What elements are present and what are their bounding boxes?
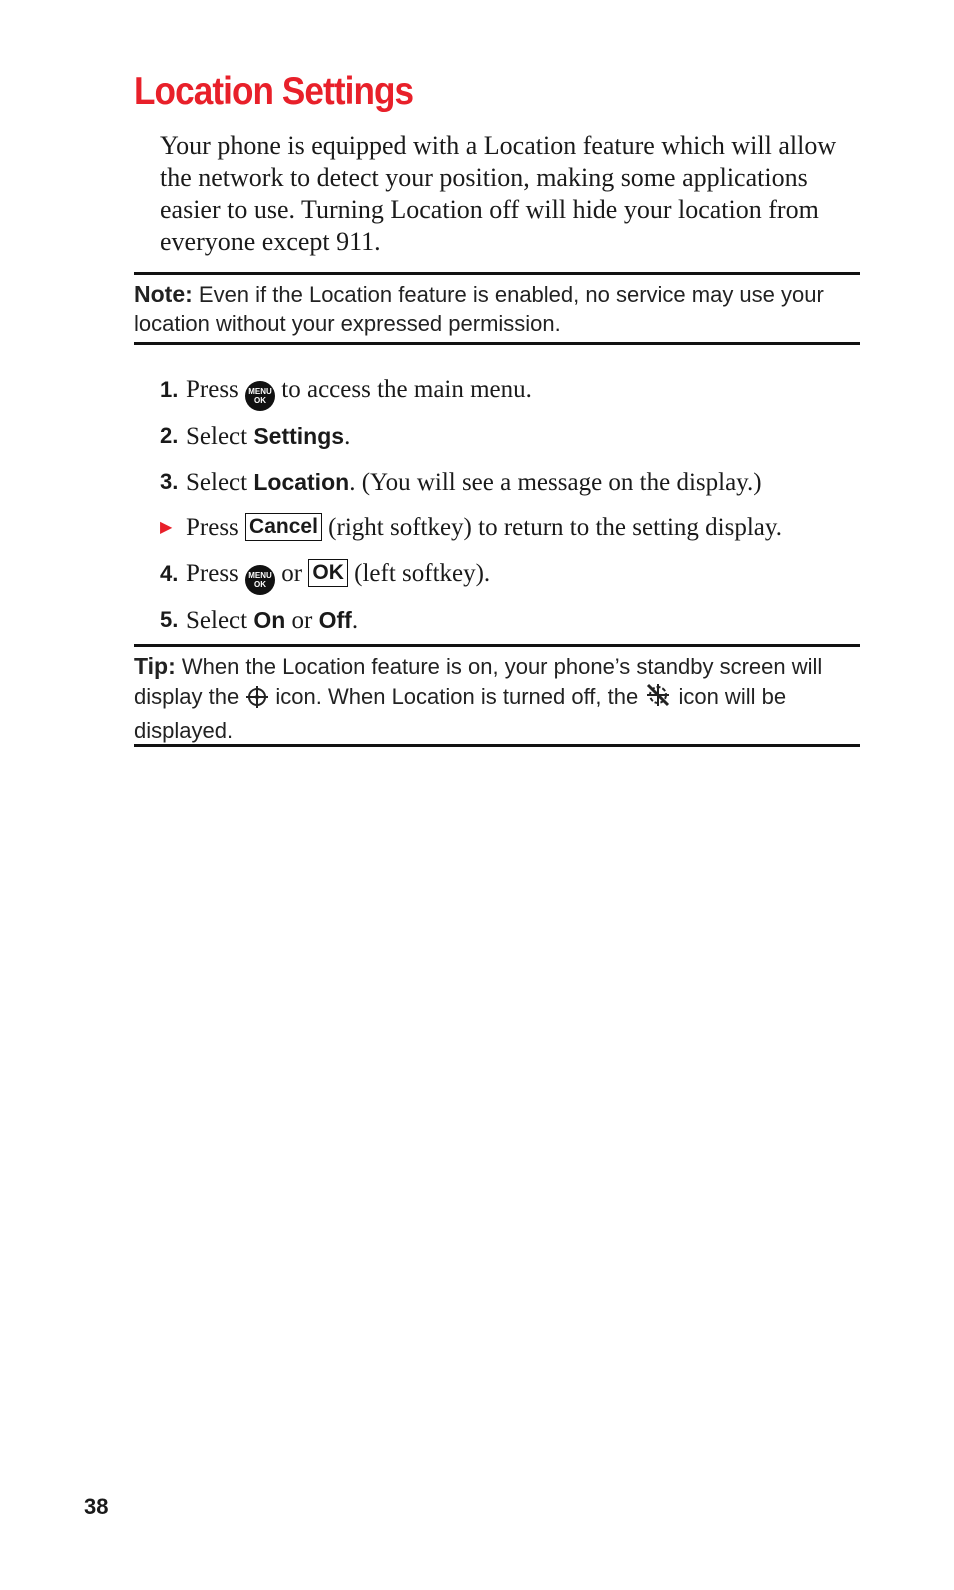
step-number: 2. xyxy=(160,423,179,448)
page-number: 38 xyxy=(84,1494,109,1519)
menu-key-bottom: OK xyxy=(254,580,267,589)
step-text: Select xyxy=(186,423,254,450)
tip-text: icon will be displayed. xyxy=(134,684,787,743)
menu-key-top: MENU xyxy=(248,571,272,580)
page-title: Location Settings xyxy=(134,70,414,113)
menu-key-top: MENU xyxy=(248,387,272,396)
step-text: or xyxy=(285,607,319,634)
step-text: Select xyxy=(186,469,254,496)
location-on-icon xyxy=(245,685,269,716)
step-text: Select xyxy=(186,607,254,634)
step-text: (left softkey). xyxy=(347,560,491,587)
tip-label: Tip: xyxy=(134,653,176,679)
step-text: Press xyxy=(186,514,246,541)
step-number: 4. xyxy=(160,561,179,586)
menu-item-location: Location xyxy=(253,469,350,495)
option-off: Off xyxy=(318,607,352,633)
step-text: Press xyxy=(186,376,246,403)
step-text: . xyxy=(344,423,351,450)
step-text: . xyxy=(351,607,359,634)
tip-text: When the Location feature is on, your phone’s standby screen will display the xyxy=(134,654,823,709)
step-text: Press xyxy=(186,560,246,587)
note-text: Even if the Location feature is enabled, no service may use your location without your expressed permission. xyxy=(134,282,824,336)
tip-box xyxy=(134,644,860,747)
step-number: 3. xyxy=(160,469,179,494)
bullet-arrow-icon: ▶ xyxy=(160,519,173,536)
step-2 xyxy=(160,416,860,462)
step-4 xyxy=(160,554,860,600)
step-number: 1. xyxy=(160,377,179,402)
menu-ok-key-icon xyxy=(245,381,275,411)
menu-key-bottom: OK xyxy=(254,396,267,405)
menu-ok-key-icon xyxy=(245,565,275,595)
step-text: . (You will see a message on the display.) xyxy=(349,469,762,496)
tip-text: icon. When Location is turned off, the xyxy=(269,684,645,709)
ok-softkey: OK xyxy=(308,559,348,587)
step-3-substep xyxy=(160,508,860,554)
step-text: to access the main menu. xyxy=(275,376,532,403)
note-label: Note: xyxy=(134,281,193,307)
step-number: 5. xyxy=(160,607,179,632)
steps-list xyxy=(160,370,860,646)
cancel-softkey: Cancel xyxy=(245,513,322,541)
location-off-icon xyxy=(644,681,672,716)
menu-item-settings: Settings xyxy=(253,423,345,449)
option-on: On xyxy=(253,607,286,633)
step-3 xyxy=(160,462,860,508)
step-1 xyxy=(160,370,860,416)
step-text: or xyxy=(275,560,309,587)
intro-paragraph: Your phone is equipped with a Location feature which will allow the network to detect your position, making some applications easier to use. Turning Location off will hide your location from everyone except 911. xyxy=(160,131,837,256)
step-text: (right softkey) to return to the setting display. xyxy=(321,514,783,541)
step-5 xyxy=(160,600,860,646)
note-box xyxy=(134,272,860,345)
